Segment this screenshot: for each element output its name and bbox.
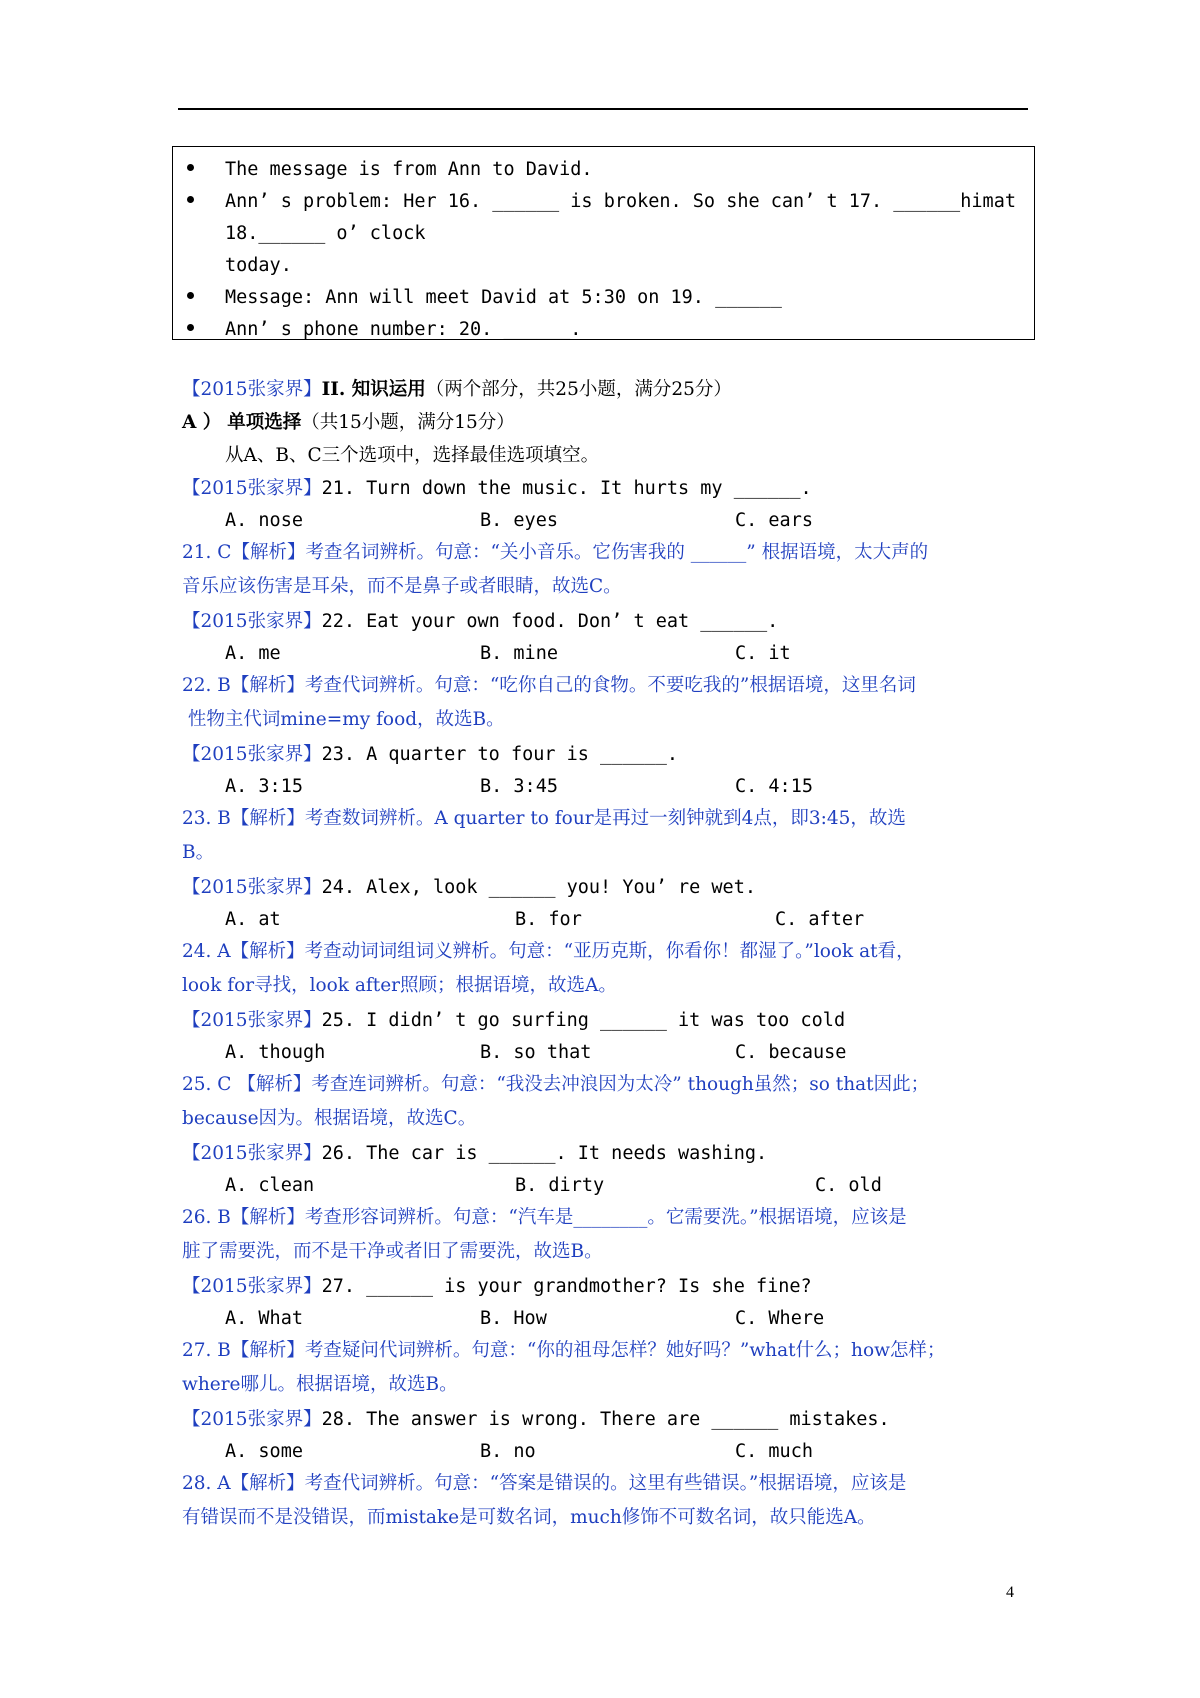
options-row [225,1438,1045,1468]
options-row [225,507,1045,537]
analysis-line: 23. B【解析】考查数词辨析。A quarter to four是再过一刻钟就到4点，即3:45，故选 [182,808,906,829]
option-b: B. 3:45 [480,776,558,797]
bullet-icon [187,164,194,171]
heading-note: （两个部分，共25小题，满分25分） [425,379,732,400]
question-stem [182,874,1028,902]
message-box [172,146,1035,340]
option-c: C. old [815,1175,882,1196]
analysis-line: 音乐应该伤害是耳朵，而不是鼻子或者眼睛，故选C。 [182,576,622,597]
analysis-line: B。 [182,842,215,863]
question-stem [182,1140,1028,1168]
analysis-line: where哪儿。根据语境，故选B。 [182,1374,458,1395]
stem-text: 26. The car is ______. It needs washing. [321,1143,768,1164]
bullet-text [225,191,1016,213]
bullet-item-4 [173,313,1036,345]
option-a: A. What [225,1308,303,1329]
instruction: 从A、B、C三个选项中，选择最佳选项填空。 [225,445,600,466]
bullet-text-part: him [960,191,994,212]
source-tag: 【2015张家界】 [182,1010,322,1031]
question-stem [182,608,1028,636]
option-b: B. dirty [515,1175,605,1196]
options-row [225,1172,1045,1202]
analysis-line: 24. A【解析】考查动词词组词义辨析。句意：“亚历克斯，你看你！都湿了。”look at看， [182,941,915,962]
option-c: C. much [735,1441,813,1462]
option-b: B. mine [480,643,558,664]
subsection-heading [182,409,1028,437]
option-b: B. for [515,909,582,930]
source-tag: 【2015张家界】 [182,611,322,632]
option-a: A. clean [225,1175,315,1196]
bullet-icon [187,324,194,331]
stem-text: 28. The answer is wrong. There are ______ mistakes. [321,1409,890,1430]
option-b: B. so that [480,1042,592,1063]
stem-text: 23. A quarter to four is ______. [321,744,679,765]
option-c: C. it [735,643,791,664]
bullet-icon [187,196,194,203]
analysis-line: 25. C 【解析】考查连词辨析。句意：“我没去冲浪因为太冷” though虽然；so that因此； [182,1074,930,1095]
option-c: C. ears [735,510,813,531]
bullet-continuation: 18.______ o’ clock [225,223,426,244]
option-b: B. eyes [480,510,558,531]
stem-text: 22. Eat your own food. Don’ t eat ______. [321,611,779,632]
analysis-line: because因为。根据语境，故选C。 [182,1108,477,1129]
question-stem [182,1406,1028,1434]
bullet-text: Ann’ s phone number: 20. ______. [225,319,582,340]
bullet-item-3 [173,281,1036,313]
source-tag: 【2015张家界】 [182,1276,322,1297]
question-stem [182,1273,1028,1301]
sub-label: A ） [182,412,222,433]
source-tag: 【2015张家界】 [182,379,322,400]
analysis-line: 26. B【解析】考查形容词辨析。句意：“汽车是________。它需要洗。”根据语境，应该是 [182,1207,907,1228]
option-b: B. How [480,1308,547,1329]
options-row [225,640,1045,670]
options-row [225,906,1045,936]
bullet-item-1 [173,153,1036,185]
source-tag: 【2015张家界】 [182,1409,322,1430]
option-a: A. 3:15 [225,776,303,797]
analysis-line: 脏了需要洗，而不是干净或者旧了需要洗，故选B。 [182,1241,603,1262]
option-a: A. me [225,643,281,664]
option-c: C. because [735,1042,847,1063]
question-stem [182,475,1028,503]
option-c: C. after [775,909,865,930]
option-c: C. 4:15 [735,776,813,797]
option-b: B. no [480,1441,536,1462]
analysis-line: 27. B【解析】考查疑问代词辨析。句意：“你的祖母怎样？她好吗？”what什么；how怎样； [182,1340,946,1361]
source-tag: 【2015张家界】 [182,478,322,499]
options-row [225,773,1045,803]
analysis-line: look for寻找，look after照顾；根据语境，故选A。 [182,975,617,996]
bullet-text: Message: Ann will meet David at 5:30 on 19. ______ [225,287,782,308]
analysis-line: 21. C【解析】考查名词辨析。句意：“关小音乐。它伤害我的 ______” 根据语境，太大声的 [182,542,929,563]
analysis-line: 有错误而不是没错误，而mistake是可数名词，much修饰不可数名词，故只能选A。 [182,1507,876,1528]
bullet-text: The message is from Ann to David. [225,159,593,180]
options-row [225,1039,1045,1069]
analysis-line: 性物主代词mine=my food，故选B。 [182,709,505,730]
stem-text: 27. ______ is your grandmother? Is she fine? [321,1276,812,1297]
option-a: A. though [225,1042,326,1063]
source-tag: 【2015张家界】 [182,1143,322,1164]
heading-text: II. 知识运用 [321,379,426,400]
analysis-line: 22. B【解析】考查代词辨析。句意：“吃你自己的食物。不要吃我的”根据语境，这里名词 [182,675,916,696]
header-rule [178,108,1028,110]
bullet-item-2 [173,185,1036,217]
source-tag: 【2015张家界】 [182,877,322,898]
bullet-icon [187,292,194,299]
bullet-text-part: at [993,191,1016,212]
source-tag: 【2015张家界】 [182,744,322,765]
question-stem [182,741,1028,769]
analysis-line: 28. A【解析】考查代词辨析。句意：“答案是错误的。这里有些错误。”根据语境，应该是 [182,1473,907,1494]
stem-text: 24. Alex, look ______ you! You’ re wet. [321,877,756,898]
stem-text: 25. I didn’ t go surfing ______ it was too cold [321,1010,846,1031]
option-a: A. at [225,909,281,930]
stem-text: 21. Turn down the music. It hurts my ______. [321,478,812,499]
section-heading [182,376,1028,404]
bullet-continuation: today. [225,255,292,276]
option-a: A. some [225,1441,303,1462]
bullet-text-part: Ann’ s problem: Her 16. ______ is broken. So she can’ t 17. ______ [225,191,961,212]
option-a: A. nose [225,510,303,531]
sub-heading: 单项选择 [227,412,302,433]
sub-note: （共15小题，满分15分） [301,412,515,433]
options-row [225,1305,1045,1335]
question-stem [182,1007,1028,1035]
page-number: 4 [1006,1584,1014,1601]
option-c: C. Where [735,1308,825,1329]
